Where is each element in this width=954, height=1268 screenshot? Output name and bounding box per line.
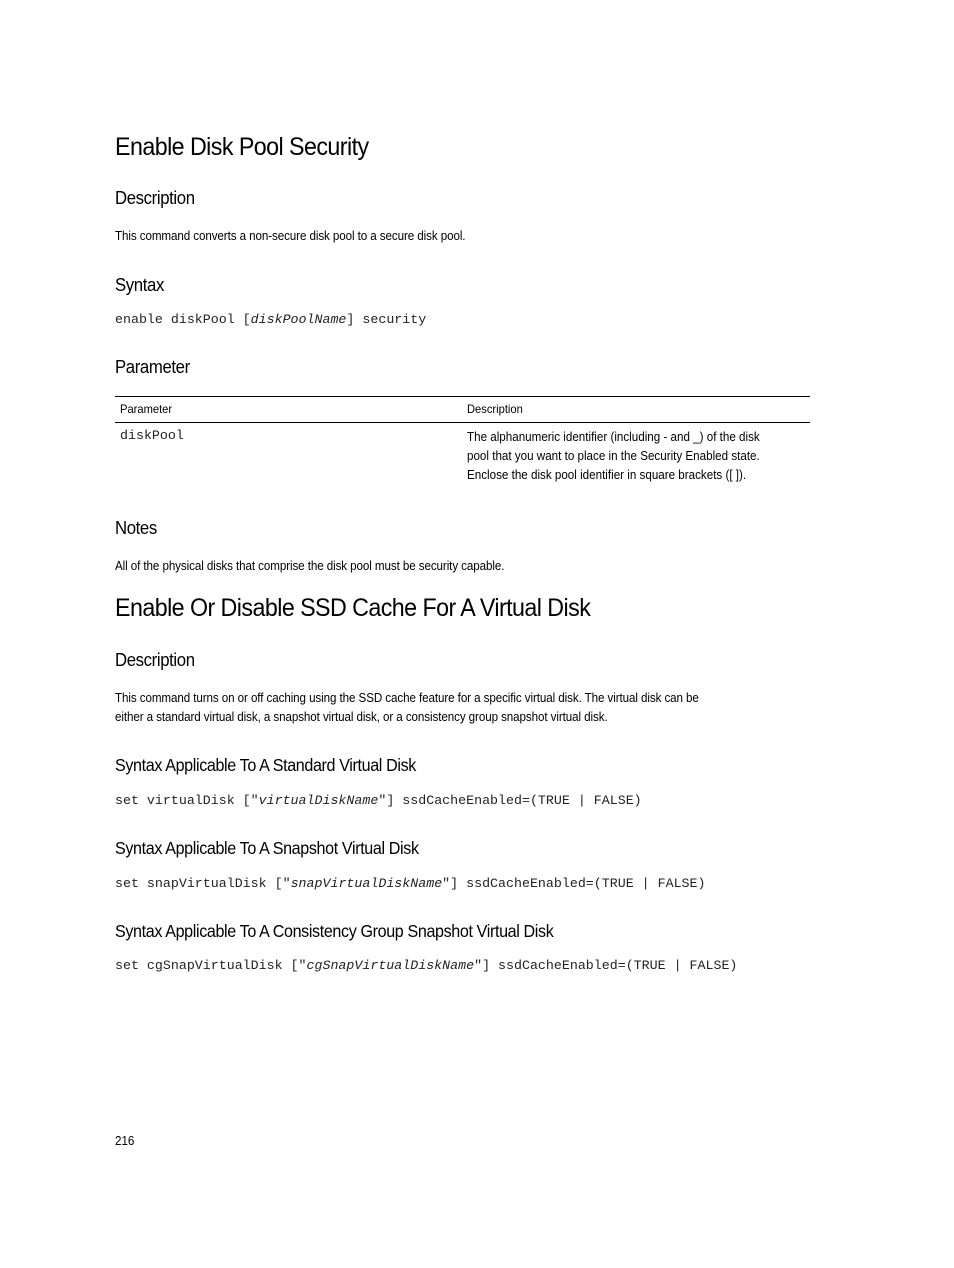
syntax-code-prefix: set cgSnapVirtualDisk [" [115, 958, 307, 973]
syntax-code-prefix: enable diskPool [ [115, 312, 251, 327]
table-cell-description [467, 428, 802, 485]
syntax-code-placeholder: diskPoolName [250, 312, 347, 327]
description-text-line: either a standard virtual disk, a snapshot virtual disk, or a consistency group snapshot virtual disk. [115, 710, 608, 724]
page-title-enable-disk-pool-security: Enable Disk Pool Security [115, 133, 369, 161]
syntax-code-prefix: set virtualDisk [" [115, 793, 259, 808]
table-cell-description-line: pool that you want to place in the Security Enabled state. [467, 449, 760, 463]
description-text-line: This command turns on or off caching using the SSD cache feature for a specific virtual disk. The virtual disk can be [115, 691, 699, 705]
page-number: 216 [115, 1134, 135, 1148]
table-header-parameter: Parameter [120, 402, 173, 416]
syntax-code [115, 311, 426, 329]
syntax-standard-heading: Syntax Applicable To A Standard Virtual Disk [115, 755, 416, 775]
syntax-code-suffix: ] security [346, 312, 427, 327]
syntax-code-placeholder: virtualDiskName [258, 793, 379, 808]
notes-heading: Notes [115, 518, 157, 538]
syntax-heading: Syntax [115, 275, 164, 295]
description-heading: Description [115, 650, 195, 670]
table-top-rule [115, 396, 810, 397]
notes-text: All of the physical disks that comprise the disk pool must be security capable. [115, 559, 505, 573]
table-header-rule [115, 422, 810, 423]
syntax-code-suffix: "] ssdCacheEnabled=(TRUE | FALSE) [378, 793, 642, 808]
syntax-cg-heading: Syntax Applicable To A Consistency Group Snapshot Virtual Disk [115, 921, 554, 941]
syntax-code-prefix: set snapVirtualDisk [" [115, 876, 291, 891]
description-text: This command converts a non-secure disk pool to a secure disk pool. [115, 229, 466, 243]
table-header-description: Description [467, 402, 523, 416]
syntax-standard-code [115, 792, 642, 810]
syntax-code-suffix: "] ssdCacheEnabled=(TRUE | FALSE) [474, 958, 738, 973]
syntax-code-suffix: "] ssdCacheEnabled=(TRUE | FALSE) [442, 876, 706, 891]
table-cell-description-line: The alphanumeric identifier (including - and _) of the disk [467, 430, 760, 444]
table-cell-description-line: Enclose the disk pool identifier in square brackets ([ ]). [467, 468, 747, 482]
description-heading: Description [115, 188, 195, 208]
syntax-code-placeholder: cgSnapVirtualDiskName [306, 958, 475, 973]
syntax-snapshot-code [115, 875, 706, 893]
table-cell-parameter: diskPool [120, 428, 184, 443]
parameter-heading: Parameter [115, 357, 190, 377]
syntax-snapshot-heading: Syntax Applicable To A Snapshot Virtual Disk [115, 838, 419, 858]
page-title-ssd-cache: Enable Or Disable SSD Cache For A Virtual Disk [115, 594, 591, 622]
syntax-cg-code [115, 957, 737, 975]
syntax-code-placeholder: snapVirtualDiskName [290, 876, 443, 891]
